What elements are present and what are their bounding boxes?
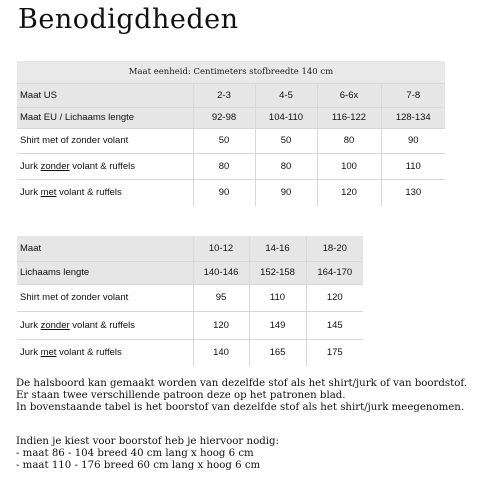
row-label (17, 311, 193, 339)
row-label-pre: Jurk (20, 319, 41, 331)
cell-value: 100 (317, 153, 381, 179)
header-size: 4-5 (255, 83, 317, 107)
page-title: Benodigdheden (18, 4, 239, 35)
header-row (17, 236, 363, 261)
unit-row (17, 61, 445, 83)
header-label: Maat US (17, 83, 193, 107)
cell-value: 140-146 (193, 261, 249, 284)
row-label: Maat EU / Lichaams lengte (17, 107, 193, 128)
note-line: Er staan twee verschillende patroon deze op het patronen blad. (16, 390, 346, 402)
row-label (17, 339, 193, 366)
cell-value: 120 (317, 179, 381, 206)
table-row (17, 284, 363, 311)
row-label-post: volant & ruffels (69, 319, 135, 331)
table-row (17, 153, 445, 179)
row-label-post: volant & ruffels (56, 187, 122, 199)
cell-value: 80 (317, 128, 381, 153)
unit-row-cell: Maat eenheid: Centimeters stofbreedte 140 cm (17, 61, 445, 83)
cell-value: 149 (249, 311, 306, 339)
row-label: Shirt met of zonder volant (17, 128, 193, 153)
note-line: - maat 110 - 176 breed 60 cm lang x hoog 6 cm (16, 460, 261, 472)
cell-value: 152-158 (249, 261, 306, 284)
header-label: Maat (17, 236, 193, 261)
row-label: Shirt met of zonder volant (17, 284, 193, 311)
cell-value: 50 (193, 128, 255, 153)
cell-value: 164-170 (306, 261, 363, 284)
size-table-us (17, 61, 445, 206)
cell-value: 128-134 (381, 107, 445, 128)
row-label-pre: Jurk (20, 347, 41, 359)
header-size: 2-3 (193, 83, 255, 107)
cell-value: 80 (193, 153, 255, 179)
cell-value: 80 (255, 153, 317, 179)
row-label: Lichaams lengte (17, 261, 193, 284)
cell-value: 130 (405, 187, 422, 199)
size-table-large (17, 236, 363, 366)
note-line: In bovenstaande tabel is het boorstof van dezelfde stof als het shirt/jurk meegenomen. (16, 402, 465, 414)
table-row (17, 128, 445, 153)
table-row (17, 261, 363, 284)
cell-value: 110 (249, 284, 306, 311)
table-row (17, 339, 363, 366)
cell-value: 90 (381, 128, 445, 153)
cell-value: 140 (193, 339, 249, 366)
cell-value: 104-110 (255, 107, 317, 128)
header-size: 6-6x (317, 83, 381, 107)
cell-value: 175 (326, 347, 343, 359)
header-size: 14-16 (249, 236, 306, 261)
row-label (17, 179, 193, 206)
cell-value: 165 (249, 339, 306, 366)
row-label-underlined: met (40, 347, 57, 359)
note-line: Indien je kiest voor boorstof heb je hiervoor nodig: (16, 436, 279, 447)
cell-value: 50 (255, 128, 317, 153)
cell-value: 90 (193, 179, 255, 206)
header-size: 18-20 (306, 236, 363, 261)
row-label (17, 153, 193, 179)
cell-value: 95 (193, 284, 249, 311)
row-label-underlined: zonder (40, 319, 70, 331)
cell-value: 145 (306, 311, 363, 339)
cell-value: 110 (381, 153, 445, 179)
row-label-pre: Jurk (20, 160, 41, 172)
cell-value: 120 (306, 284, 363, 311)
table-row (17, 107, 445, 128)
row-label-post: volant & ruffels (69, 160, 135, 172)
row-label-underlined: zonder (40, 160, 70, 172)
table-row (17, 311, 363, 339)
note-paragraph-1 (16, 378, 467, 415)
header-row (17, 83, 445, 107)
note-line: De halsboord kan gemaakt worden van dezelfde stof als het shirt/jurk of van boordstof. (16, 378, 468, 389)
cell-value: 116-122 (317, 107, 381, 128)
note-paragraph-2 (16, 436, 279, 473)
cell-value: 120 (193, 311, 249, 339)
row-label-pre: Jurk (20, 187, 41, 199)
row-label-underlined: met (40, 187, 57, 199)
cell-value: 90 (255, 179, 317, 206)
cell-value: 92-98 (193, 107, 255, 128)
row-label-post: volant & ruffels (56, 347, 122, 359)
header-size: 10-12 (193, 236, 249, 261)
note-line: - maat 86 - 104 breed 40 cm lang x hoog 6 cm (16, 448, 254, 460)
header-size: 7-8 (381, 83, 445, 107)
table-row (17, 179, 445, 206)
